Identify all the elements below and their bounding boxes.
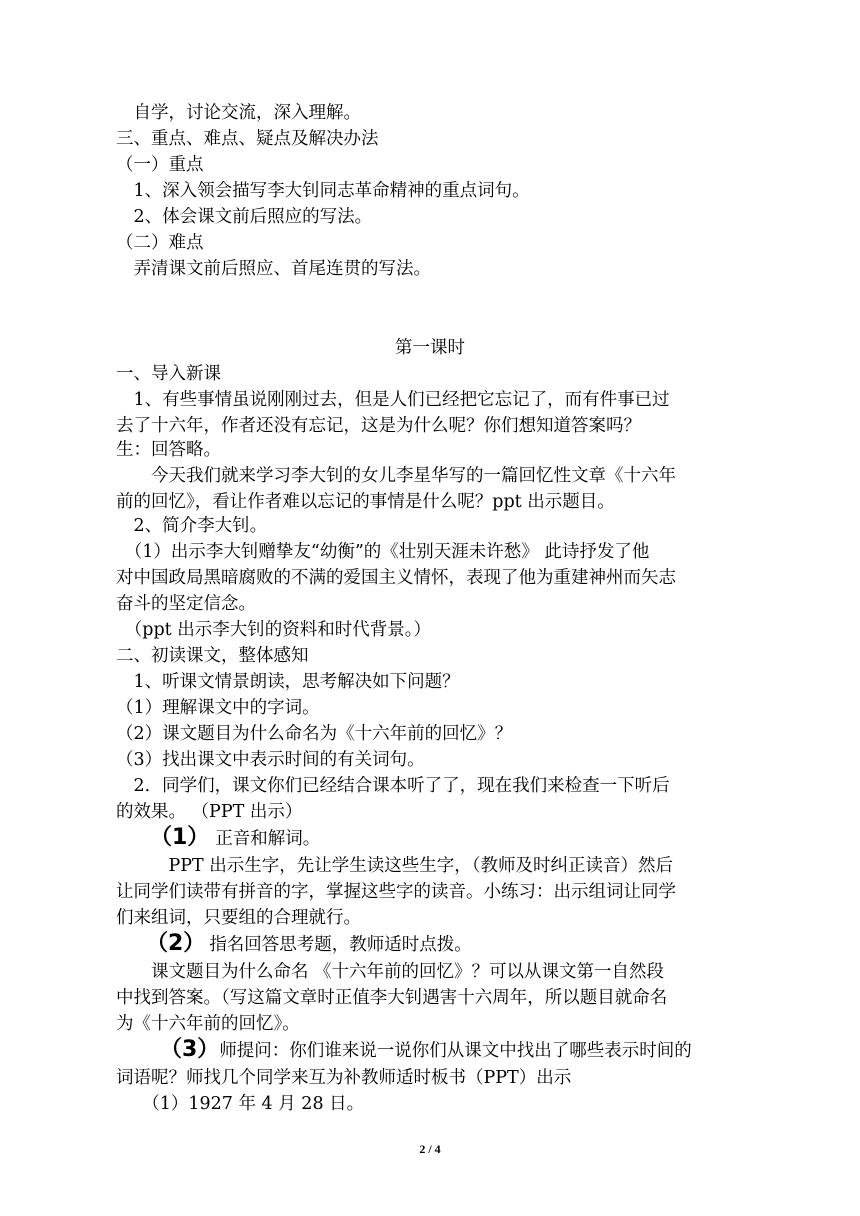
text-line: 自学，讨论交流，深入理解。	[116, 103, 361, 123]
text-line: （ppt 出示李大钊的资料和时代背景。）	[116, 620, 431, 640]
text-line: （1）1927 年 4 月 28 日。	[116, 1094, 365, 1114]
text-line: （1）出示李大钊赠挚友“幼衡”的《壮别天涯未许愁》 此诗抒发了他	[116, 542, 650, 562]
text-line: 对中国政局黑暗腐败的不满的爱国主义情怀，表现了他为重建神州而矢志	[116, 568, 676, 588]
numbered-item	[160, 1037, 692, 1064]
text-line: 前的回忆》，看让作者难以忘记的事情是什么呢？ppt 出示题目。	[116, 492, 615, 512]
item-text: 师提问：你们谁来说一说你们从课文中找出了哪些表示时间的	[219, 1041, 692, 1061]
text-line: 词语呢？师找几个同学来互为补教师适时板书（PPT）出示	[116, 1068, 572, 1088]
text-line: PPT 出示生字，先让学生读这些生字，（教师及时纠正读音）然后	[116, 856, 674, 876]
text-line: 2、体会课文前后照应的写法。	[116, 207, 373, 227]
item-text: 指名回答思考题，教师适时点拨。	[209, 935, 472, 955]
text-line: 的效果。 （PPT 出示）	[116, 802, 303, 822]
item-marker: （2）	[146, 931, 206, 956]
lesson-title: 第一课时	[395, 338, 465, 358]
text-line: 为《十六年前的回忆》。	[116, 1014, 300, 1034]
item-marker: （3）	[160, 1037, 220, 1062]
text-line: 2．同学们，课文你们已经结合课本听了了，现在我们来检查一下听后	[116, 776, 670, 796]
subsection-heading: （二）难点	[116, 233, 204, 253]
section-heading: 三、重点、难点、疑点及解决办法	[116, 129, 379, 149]
text-line: 1、深入领会描写李大钊同志革命精神的重点词句。	[116, 181, 530, 201]
text-line: 生：回答略。	[116, 440, 221, 460]
text-line: 弄清课文前后照应、首尾连贯的写法。	[116, 259, 431, 279]
section-heading: 一、导入新课	[116, 364, 221, 384]
page-number: 2 / 4	[419, 1142, 441, 1156]
text-line: （2）课文题目为什么命名为《十六年前的回忆》？	[116, 724, 513, 744]
text-line: 中找到答案。（写这篇文章时正值李大钊遇害十六周年，所以题目就命名	[116, 988, 668, 1008]
text-line: 奋斗的坚定信念。	[116, 594, 256, 614]
text-line: 去了十六年，作者还没有忘记，这是为什么呢？你们想知道答案吗？	[116, 416, 641, 436]
text-line: （3）找出课文中表示时间的有关词句。	[116, 750, 425, 770]
numbered-item	[146, 931, 472, 958]
text-line: 1、有些事情虽说刚刚过去，但是人们已经把它忘记了，而有件事已过	[116, 390, 670, 410]
text-line: 1、听课文情景朗读，思考解决如下问题？	[116, 672, 460, 692]
text-line: 2、简介李大钊。	[116, 516, 268, 536]
text-line: 让同学们读带有拼音的字，掌握这些字的读音。小练习：出示组词让同学	[116, 882, 676, 902]
subsection-heading: （一）重点	[116, 155, 204, 175]
text-line: 们来组词，只要组的合理就行。	[116, 908, 361, 928]
text-line: （1）理解课文中的字词。	[116, 698, 320, 718]
section-heading: 二、初读课文，整体感知	[116, 646, 309, 666]
item-text: 正音和解词。	[215, 829, 321, 849]
text-line: 课文题目为什么命名 《十六年前的回忆》？可以从课文第一自然段	[116, 962, 665, 982]
text-line: 今天我们就来学习李大钊的女儿李星华写的一篇回忆性文章《十六年	[116, 466, 676, 486]
item-marker: （1）	[150, 825, 210, 850]
numbered-item	[150, 825, 320, 852]
